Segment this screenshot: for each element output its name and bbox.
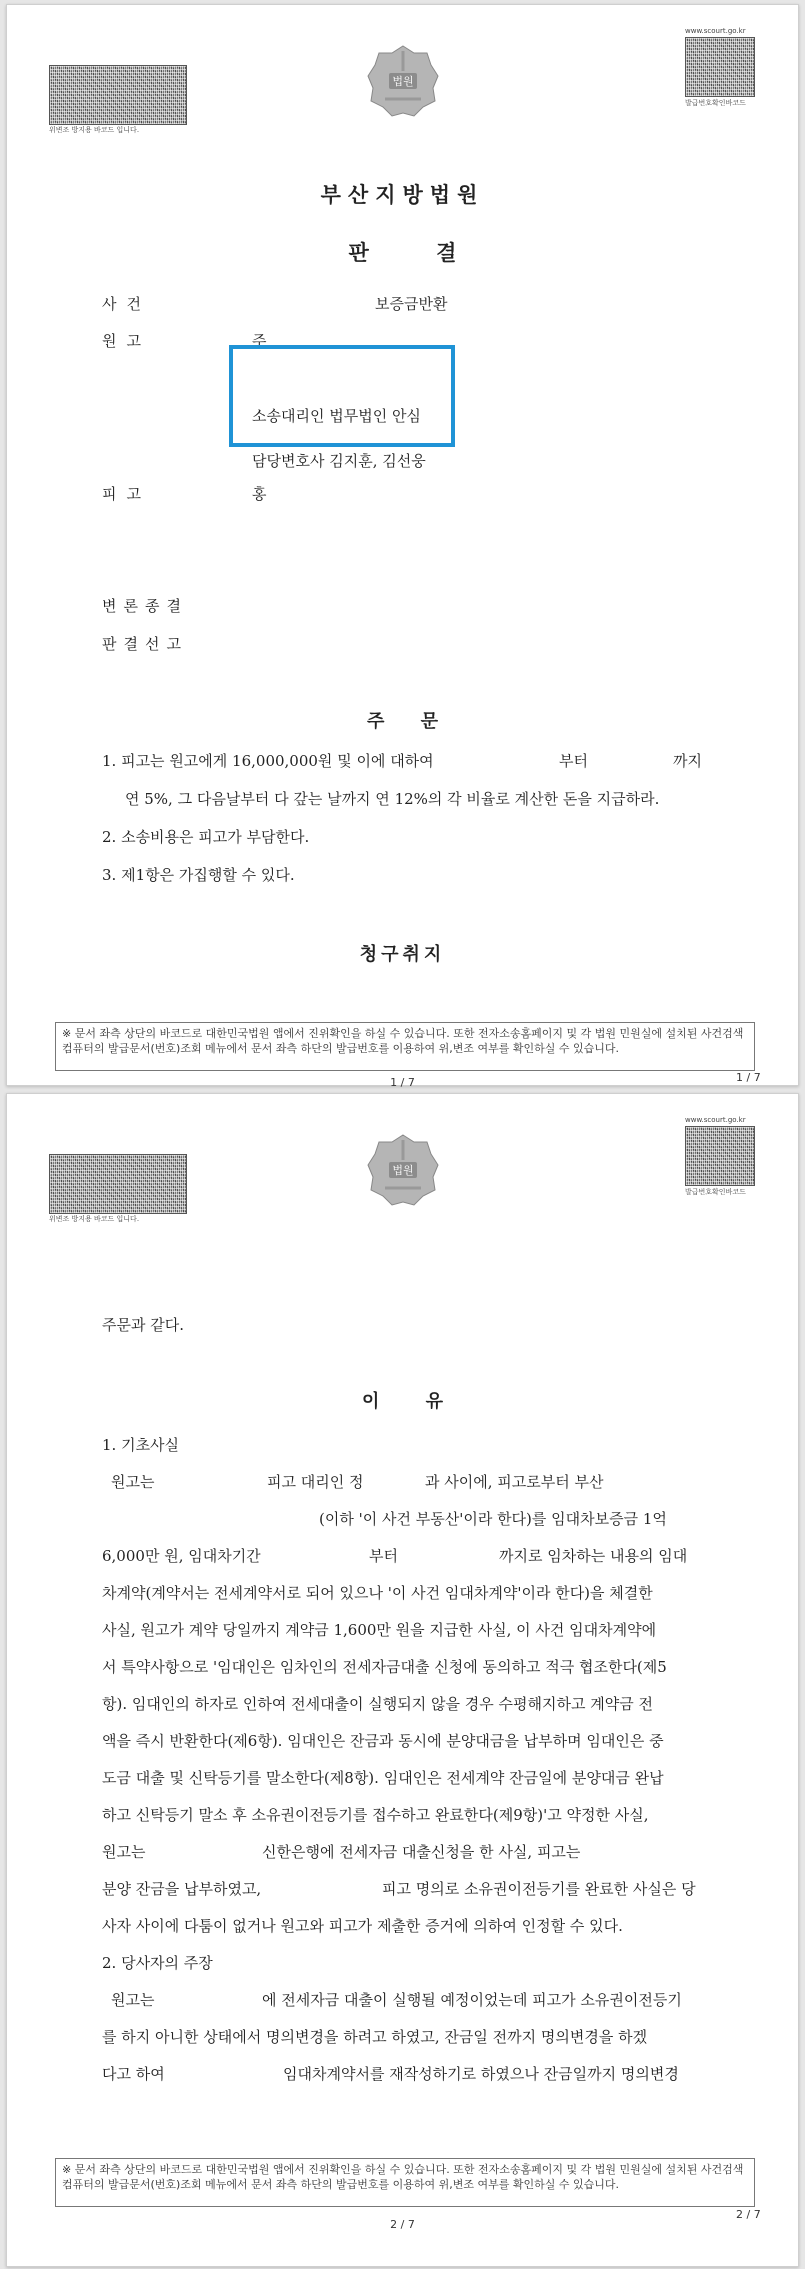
p1-line1-c: 과 사이에, 피고로부터 부산	[425, 1473, 604, 1491]
p1-line7: 항). 임대인의 하자로 인하여 전세대출이 실행되지 않을 경우 수평해지하고 계약금 전	[102, 1695, 653, 1713]
case-label: 사건	[102, 295, 151, 313]
p1-line1-b: 피고 대리인 정	[267, 1473, 364, 1491]
qr-caption: 발급번호확인바코드	[685, 1188, 746, 1196]
order-item1-to: 까지	[673, 752, 702, 770]
plaintiff-label: 원고	[102, 332, 151, 350]
issue-qr-code	[685, 1126, 755, 1186]
section-1-heading: 1. 기초사실	[102, 1436, 180, 1454]
p1-line6: 서 특약사항으로 '임대인은 임차인의 전세자금대출 신청에 동의하고 적극 협조한다(제5	[102, 1658, 667, 1676]
document-kind: 판 결	[348, 240, 457, 265]
case-value: 보증금반환	[375, 295, 448, 313]
page-number-right: 1 / 7	[736, 1071, 761, 1084]
defendant-value: 홍	[252, 485, 267, 503]
defendant-label: 피고	[102, 485, 151, 503]
p1-line12-b: 피고 명의로 소유권이전등기를 완료한 사실은 당	[382, 1880, 696, 1898]
court-emblem-icon	[365, 43, 441, 119]
p1-line11-a: 원고는	[102, 1843, 146, 1861]
verification-barcode	[49, 1154, 187, 1214]
qr-caption: 발급번호확인바코드	[685, 99, 746, 107]
order-heading: 주 문	[366, 711, 439, 732]
document-page-2	[6, 1093, 799, 2267]
qr-url: www.scourt.go.kr	[685, 27, 746, 35]
court-name: 부산지방법원	[320, 182, 485, 207]
page-number-center: 2 / 7	[390, 2218, 415, 2231]
order-item1-line1: 1. 피고는 원고에게 16,000,000원 및 이에 대하여	[102, 752, 434, 770]
sentencing-label: 판결선고	[102, 635, 188, 653]
page-number-right: 2 / 7	[736, 2208, 761, 2221]
p2-line3-b: 임대차계약서를 재작성하기로 하였으나 잔금일까지 명의변경	[283, 2065, 679, 2083]
closing-label: 변론종결	[102, 597, 188, 615]
verification-notice: ※ 문서 좌측 상단의 바코드로 대한민국법원 앱에서 진위확인을 하실 수 있습니다. 또한 전자소송홈페이지 및 각 법원 민원실에 설치된 사건검색 컴퓨터의 발급문서(번호)조회 메뉴에서 문서 좌측 하단의 발급번호를 이용하여 위,변조 여부를 확인하실 수 있습니다.	[55, 2158, 755, 2207]
p1-line3-a: 6,000만 원, 임대차기간	[102, 1547, 261, 1565]
barcode-caption: 위변조 방지용 바코드 입니다.	[49, 1215, 140, 1223]
p1-line3-c: 까지로 임차하는 내용의 임대	[499, 1547, 688, 1565]
p1-line13: 사자 사이에 다툼이 없거나 원고와 피고가 제출한 증거에 의하여 인정할 수 있다.	[102, 1917, 623, 1935]
p1-line9: 도금 대출 및 신탁등기를 말소한다(제8항). 임대인은 전세계약 잔금일에 분양대금 완납	[102, 1769, 664, 1787]
p1-line12-a: 분양 잔금을 납부하였고,	[102, 1880, 262, 1898]
p2-line2: 를 하지 아니한 상태에서 명의변경을 하려고 하였고, 잔금일 전까지 명의변경을 하겠	[102, 2028, 648, 2046]
claim-heading: 청구취지	[359, 944, 446, 965]
reasons-heading: 이 유	[361, 1391, 444, 1412]
page-number-center: 1 / 7	[390, 1076, 415, 1089]
same-as-order: 주문과 같다.	[102, 1316, 184, 1334]
p1-line5: 사실, 원고가 계약 당일까지 계약금 1,600만 원을 지급한 사실, 이 사건 임대차계약에	[102, 1621, 657, 1639]
order-item2: 2. 소송비용은 피고가 부담한다.	[102, 828, 310, 846]
issue-qr-code	[685, 37, 755, 97]
p2-line1-a: 원고는	[111, 1991, 155, 2009]
court-emblem-icon	[365, 1132, 441, 1208]
p1-line10: 하고 신탁등기 말소 후 소유권이전등기를 접수하고 완료한다(제9항)'고 약정한 사실,	[102, 1806, 649, 1824]
p1-line8: 액을 즉시 반환한다(제6항). 임대인은 잔금과 동시에 분양대금을 납부하며 임대인은 중	[102, 1732, 664, 1750]
order-item1-line2: 연 5%, 그 다음날부터 다 갚는 날까지 연 12%의 각 비율로 계산한 돈을 지급하라.	[125, 790, 660, 808]
barcode-caption: 위변조 방지용 바코드 입니다.	[49, 126, 140, 134]
p1-line2: (이하 '이 사건 부동산'이라 한다)를 임대차보증금 1억	[319, 1510, 667, 1528]
p2-line1-b: 에 전세자금 대출이 실행될 예정이었는데 피고가 소유권이전등기	[262, 1991, 682, 2009]
p1-line4: 차계약(계약서는 전세계약서로 되어 있으나 '이 사건 임대차계약'이라 한다)을 체결한	[102, 1584, 653, 1602]
emblem-label: 법원	[392, 75, 414, 88]
section-2-heading: 2. 당사자의 주장	[102, 1954, 213, 1972]
p1-line11-b: 신한은행에 전세자금 대출신청을 한 사실, 피고는	[262, 1843, 581, 1861]
order-item3: 3. 제1항은 가집행할 수 있다.	[102, 866, 295, 884]
order-item1-from: 부터	[559, 752, 588, 770]
document-page-1	[6, 4, 799, 1089]
counsel-line1: 소송대리인 법무법인 안심	[252, 407, 421, 425]
qr-url: www.scourt.go.kr	[685, 1116, 746, 1124]
verification-barcode	[49, 65, 187, 125]
counsel-line2: 담당변호사 김지훈, 김선웅	[252, 452, 426, 470]
emblem-label: 법원	[392, 1164, 414, 1177]
p1-line3-b: 부터	[369, 1547, 398, 1565]
p1-line1-a: 원고는	[111, 1473, 155, 1491]
counsel-highlight	[229, 345, 455, 447]
plaintiff-value: 주	[252, 332, 267, 350]
verification-notice: ※ 문서 좌측 상단의 바코드로 대한민국법원 앱에서 진위확인을 하실 수 있습니다. 또한 전자소송홈페이지 및 각 법원 민원실에 설치된 사건검색 컴퓨터의 발급문서(번호)조회 메뉴에서 문서 좌측 하단의 발급번호를 이용하여 위,변조 여부를 확인하실 수 있습니다.	[55, 1022, 755, 1071]
p2-line3-a: 다고 하여	[102, 2065, 165, 2083]
